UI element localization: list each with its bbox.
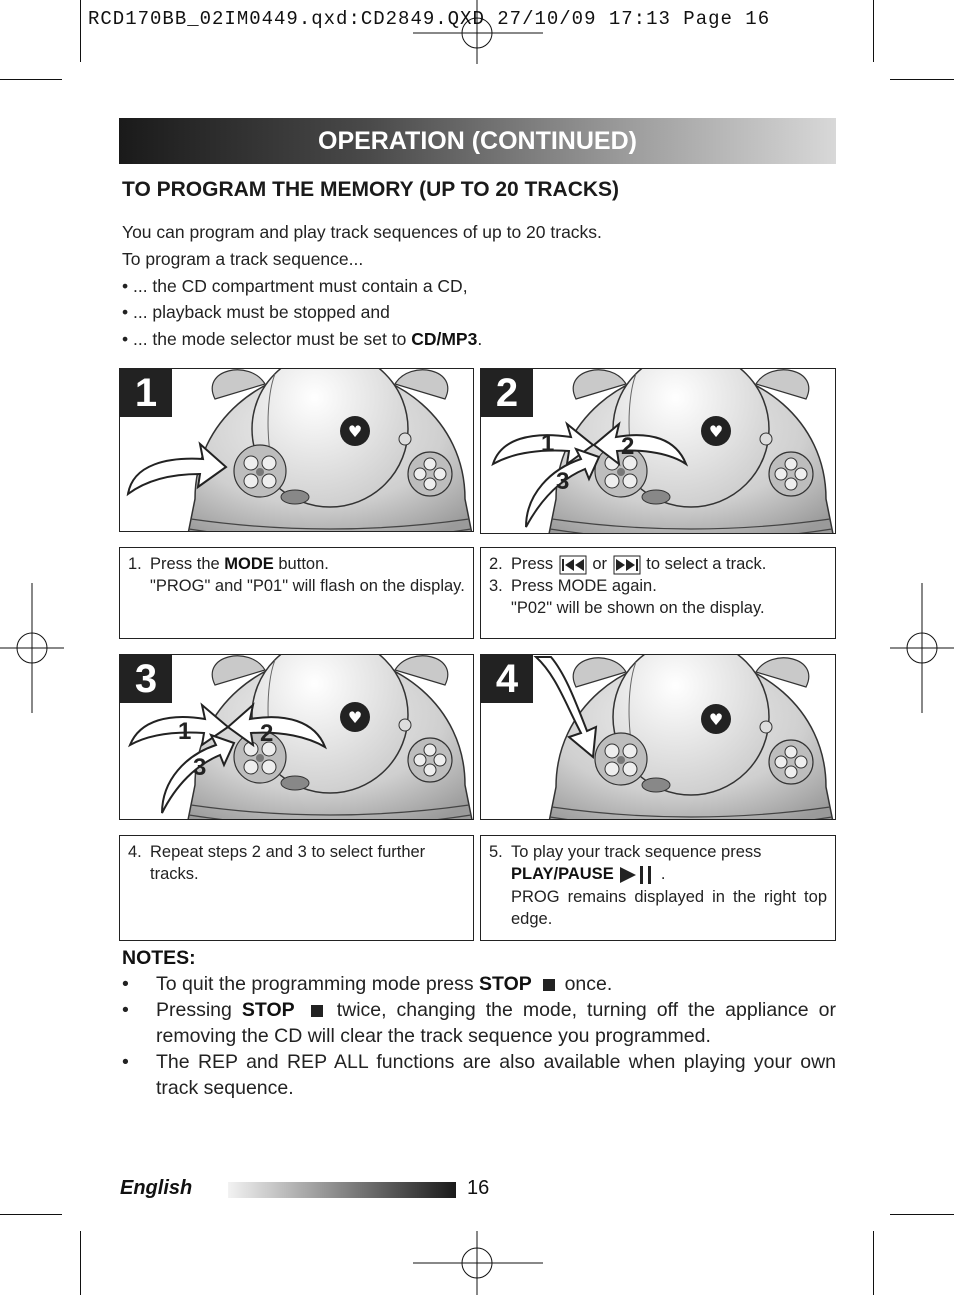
notes-title: NOTES: [122, 947, 196, 969]
arrow-label: 1 [541, 430, 555, 457]
arrow-label: 3 [556, 468, 570, 495]
step-index: 1. [128, 555, 142, 573]
print-slug: RCD170BB_02IM0449.qxd:CD2849.QXD 27/10/09 17:13 Page 16 [88, 8, 771, 30]
button-name: PLAY/PAUSE [511, 865, 614, 883]
device-illustration [120, 655, 473, 819]
section-banner [119, 118, 836, 164]
instruction-text: Repeat steps 2 and 3 to select further tracks. [150, 843, 426, 883]
step-number: 1 [120, 369, 172, 417]
crop-mark [890, 1214, 954, 1215]
bullet: • [122, 1051, 129, 1073]
device-illustration [120, 369, 473, 531]
arrow-label: 1 [178, 718, 192, 745]
play-pause-icon [618, 864, 656, 886]
crop-mark [80, 0, 81, 62]
crop-mark [0, 79, 62, 80]
step-panel-4 [480, 654, 836, 820]
instruction-text: Press MODE again. [511, 577, 657, 595]
step-panel-1 [119, 368, 474, 532]
step-panel-2 [480, 368, 836, 534]
section-title: TO PROGRAM THE MEMORY (UP TO 20 TRACKS) [122, 178, 620, 201]
arrow-label: 3 [193, 754, 207, 781]
bullet: • [122, 999, 129, 1021]
step-number: 4 [481, 655, 533, 703]
instruction-text: To play your track sequence press [511, 843, 762, 861]
instruction-text: PROG remains displayed in the right top edge. [511, 887, 827, 928]
intro-line: To program a track sequence... [122, 248, 364, 269]
note-item [122, 997, 836, 1049]
note-text: To quit the programming mode press [156, 973, 479, 995]
skip-back-icon [558, 555, 588, 575]
stop-icon [537, 977, 559, 993]
intro-bullet-text: • ... the mode selector must be set to [122, 329, 412, 350]
button-name: STOP [241, 999, 295, 1021]
intro-line: You can program and play track sequences of up to 20 tracks. [122, 222, 602, 242]
step-index: 5. [489, 843, 503, 861]
intro-bullet: • ... playback must be stopped and [122, 302, 390, 323]
instruction-text: or [592, 555, 608, 573]
step-index: 3. [489, 577, 503, 595]
step-number: 2 [481, 369, 533, 417]
instruction-text: Press the [150, 555, 225, 573]
step-panel-3 [119, 654, 474, 820]
intro-bullet: • ... the CD compartment must contain a CD, [122, 275, 468, 296]
note-text: Pressing [156, 999, 242, 1021]
crop-mark [0, 1214, 62, 1215]
registration-mark-bottom [413, 1231, 543, 1295]
instruction-text: . [660, 865, 666, 883]
instruction-box-4 [480, 835, 836, 941]
arrow-label: 2 [621, 433, 635, 460]
footer-gradient-bar [228, 1182, 456, 1198]
arrow-label: 2 [260, 720, 274, 747]
step-index: 2. [489, 555, 503, 573]
instruction-box-2 [480, 547, 836, 639]
note-text: once. [559, 973, 613, 995]
instruction-text: "P02" will be shown on the display. [511, 599, 765, 617]
skip-forward-icon [612, 555, 642, 575]
note-text: The REP and REP ALL functions are also available when playing your own track sequence. [156, 1051, 836, 1099]
device-illustration [481, 655, 835, 819]
instruction-box-1 [119, 547, 474, 639]
crop-mark [890, 79, 954, 80]
note-item [122, 1049, 836, 1101]
instruction-text: Press [511, 555, 554, 573]
bullet: • [122, 973, 129, 995]
intro-text [122, 219, 602, 353]
registration-mark-right [890, 583, 954, 713]
button-name: STOP [479, 973, 532, 995]
footer-language: English [120, 1177, 193, 1199]
crop-mark [873, 1231, 874, 1295]
page-number: 16 [467, 1177, 490, 1199]
mode-setting: CD/MP3 [411, 329, 478, 350]
note-item [122, 971, 836, 997]
button-name: MODE [224, 555, 274, 573]
stop-icon [305, 1003, 327, 1019]
step-number: 3 [120, 655, 172, 703]
crop-mark [80, 1231, 81, 1295]
intro-bullet-end: . [477, 329, 483, 350]
banner-title: OPERATION (CONTINUED) [318, 127, 637, 155]
crop-mark [873, 0, 874, 62]
instruction-text: "PROG" and "P01" will flash on the display. [150, 577, 465, 595]
instruction-text: button. [273, 555, 329, 573]
registration-mark-left [0, 583, 64, 713]
instruction-box-3 [119, 835, 474, 941]
step-index: 4. [128, 843, 142, 861]
instruction-text: to select a track. [646, 555, 767, 573]
intro-bullet [122, 326, 602, 353]
notes-section [122, 945, 836, 1101]
note-text: twice, changing the mode, turning off the appliance or removing the CD will clear the track sequence you programmed. [156, 999, 836, 1047]
device-illustration [481, 369, 835, 533]
